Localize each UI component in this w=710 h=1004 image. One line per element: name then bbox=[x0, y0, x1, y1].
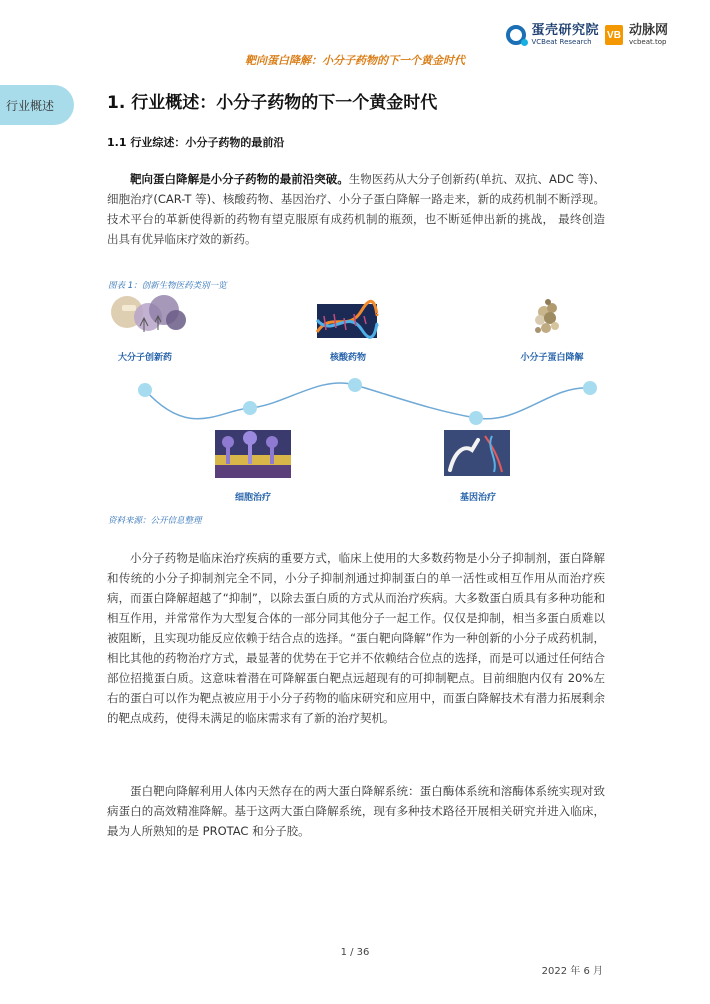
figure-caption: 图表 1：创新生物医药类别一览 bbox=[108, 281, 227, 291]
paragraph-3: 蛋白靶向降解利用人体内天然存在的两大蛋白降解系统：蛋白酶体系统和溶酶体系统实现对致病蛋白的高效精准降解。基于这两大蛋白降解系统，现有多种技术路径开展相关研究并进入临床，最为人所熟知的是 PROTAC 和分子胶。 bbox=[107, 784, 605, 838]
running-title: 靶向蛋白降解：小分子药物的下一个黄金时代 bbox=[245, 54, 465, 67]
vcbeat-logo bbox=[629, 24, 668, 46]
paragraph-2: 小分子药物是临床治疗疾病的重要方式，临床上使用的大多数药物是小分子抑制剂，蛋白降解和传统的小分子抑制剂完全不同，小分子抑制剂通过抑制蛋白的单一活性或相互作用从而治疗疾病，而蛋白降解超越了“抑制”，以除去蛋白质的方式从而治疗疾病。大多数蛋白质具有多种功能和相互作用，并常常作为大型复合体的一部分同其他分子一起工作。仅仅是抑制，相当多蛋白质难以被阻断，且实现功能反应依赖于结合点的选择。“蛋白靶向降解”作为一种创新的小分子成药机制，相比其他的药物治疗方式，最显著的优势在于它并不依赖结合位点的选择，而是可以通过任何结合部位招揽蛋白质。这意味着潜在可降解蛋白靶点远超现有的可抑制靶点。目前细胞内仅有 20%左右的蛋白可以作为靶点被应用于小分子药物的临床研究和应用中，而蛋白降解技术有潜力拓展剩余的靶点成药，使得未满足的临床需求有了新的治疗契机。 bbox=[107, 551, 605, 725]
logo2-en: vcbeat.top bbox=[628, 38, 667, 46]
header-logos bbox=[506, 24, 668, 46]
node-protein-degradation bbox=[583, 381, 597, 395]
logo1-cn: 蛋壳研究院 bbox=[531, 23, 599, 38]
protein-degradation-image bbox=[535, 299, 559, 333]
logo1-en: VCBeat Research bbox=[531, 38, 592, 46]
label-protein-degradation: 小分子蛋白降解 bbox=[520, 353, 584, 363]
gene-therapy-image bbox=[444, 430, 510, 476]
publication-date: 2022 年 6 月 bbox=[541, 966, 603, 977]
label-cell-therapy: 细胞治疗 bbox=[234, 493, 272, 503]
figure-source: 资料来源：公开信息整理 bbox=[108, 516, 202, 526]
paragraph-1-body: 生物医药从大分子创新药(单抗、双抗、ADC 等)、细胞治疗(CAR-T 等)、核酸药物、基因治疗、小分子蛋白降解一路走来，新的成药机制不断浮现。技术平台的革新使得新的药物有望克服原有成药机制的瓶颈，也不断延伸出新的挑战， 最终创造出具有优异临床疗效的新药。 bbox=[107, 172, 605, 246]
node-large-molecule bbox=[138, 383, 152, 397]
vb-logo-icon: VB bbox=[605, 25, 623, 45]
page-number: 1 / 36 bbox=[340, 947, 370, 958]
node-gene-therapy bbox=[469, 411, 483, 425]
egg-logo-icon bbox=[506, 25, 526, 45]
logo2-cn: 动脉网 bbox=[628, 23, 668, 38]
figure-canvas bbox=[100, 290, 610, 515]
vcbeat-research-logo bbox=[506, 24, 599, 46]
nucleic-acid-image bbox=[317, 301, 377, 338]
timeline-curve bbox=[145, 383, 590, 419]
side-tab: 行业概述 bbox=[0, 85, 74, 125]
label-gene-therapy: 基因治疗 bbox=[459, 493, 497, 503]
subsection-title: 1.1 行业综述：小分子药物的最前沿 bbox=[107, 136, 285, 149]
label-large-molecule: 大分子创新药 bbox=[117, 353, 173, 363]
section-title: 1. 行业概述：小分子药物的下一个黄金时代 bbox=[107, 93, 438, 113]
label-nucleic-acid: 核酸药物 bbox=[329, 353, 367, 363]
cell-therapy-image bbox=[215, 430, 291, 478]
large-molecule-image bbox=[111, 295, 186, 332]
innovation-drug-figure bbox=[100, 290, 610, 515]
paragraph-1 bbox=[107, 169, 605, 249]
node-cell-therapy bbox=[243, 401, 257, 415]
node-nucleic-acid bbox=[348, 378, 362, 392]
paragraph-1-lead: 靶向蛋白降解是小分子药物的最前沿突破。 bbox=[130, 172, 349, 186]
